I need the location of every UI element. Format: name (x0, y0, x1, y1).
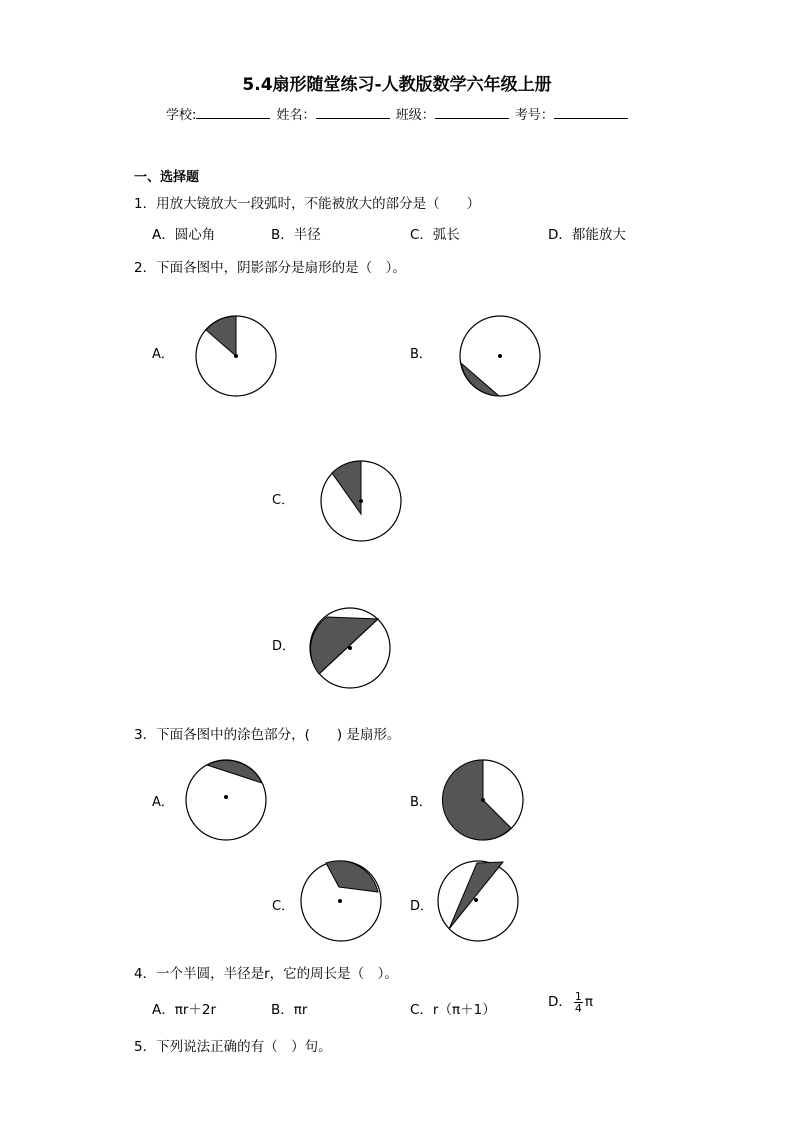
class-blank[interactable] (435, 106, 509, 119)
class-label: 班级： (395, 108, 435, 123)
exam-number-blank[interactable] (554, 106, 628, 119)
student-info-line (166, 104, 630, 123)
school-blank[interactable] (196, 106, 270, 119)
q5-stem: 5．下列说法正确的有（ ）句。 (134, 1039, 332, 1055)
q4-option-c[interactable]: C．r（π＋1） (410, 1002, 496, 1018)
q2-label-b[interactable]: B． (410, 347, 432, 362)
q3-figure-a[interactable] (183, 757, 269, 843)
page-title: 5.4扇形随堂练习-人教版数学六年级上册 (242, 75, 552, 95)
q3-label-b[interactable]: B． (410, 795, 432, 810)
exam-number-label: 考号： (514, 108, 554, 123)
q3-label-d[interactable]: D． (410, 899, 434, 914)
fraction-numerator: 1 (574, 989, 582, 1003)
q2-figure-b[interactable] (457, 313, 543, 399)
q4-option-d[interactable] (548, 990, 593, 1014)
q3-figure-d[interactable] (435, 858, 521, 944)
q3-stem: 3．下面各图中的涂色部分，( ) 是扇形。 (134, 727, 401, 743)
q2-figure-c[interactable] (318, 458, 404, 544)
q1-stem: 1．用放大镜放大一段弧时，不能被放大的部分是（ ） (134, 196, 481, 212)
q4-option-a[interactable]: A．πr＋2r (152, 1002, 217, 1018)
q1-option-b[interactable]: B．半径 (271, 227, 321, 243)
q4-stem: 4．一个半圆，半径是r，它的周长是（ ）。 (134, 966, 398, 982)
q2-label-c[interactable]: C． (272, 493, 295, 508)
q3-figure-b[interactable] (440, 757, 526, 843)
name-blank[interactable] (316, 106, 390, 119)
q4-option-b[interactable]: B．πr (271, 1002, 308, 1018)
section-title: 一、选择题 (134, 170, 200, 185)
q4-option-d-fraction (574, 991, 583, 1014)
q1-option-a[interactable]: A．圆心角 (152, 227, 216, 243)
q1-option-d[interactable]: D．都能放大 (548, 227, 626, 243)
q2-stem: 2．下面各图中，阴影部分是扇形的是（ ）。 (134, 260, 406, 276)
q4-option-d-pi: π (584, 994, 594, 1010)
q2-label-a[interactable]: A． (152, 347, 174, 362)
q3-label-c[interactable]: C． (272, 899, 295, 914)
q4-option-d-letter: D． (548, 994, 572, 1010)
q2-label-d[interactable]: D． (272, 639, 296, 654)
q1-option-c[interactable]: C．弧长 (410, 227, 460, 243)
school-label: 学校: (166, 108, 197, 123)
q3-label-a[interactable]: A． (152, 795, 174, 810)
name-label: 姓名： (276, 108, 316, 123)
fraction-denominator: 4 (574, 1001, 582, 1015)
q2-figure-d[interactable] (307, 605, 393, 691)
q2-figure-a[interactable] (193, 313, 279, 399)
q3-figure-c[interactable] (298, 858, 384, 944)
